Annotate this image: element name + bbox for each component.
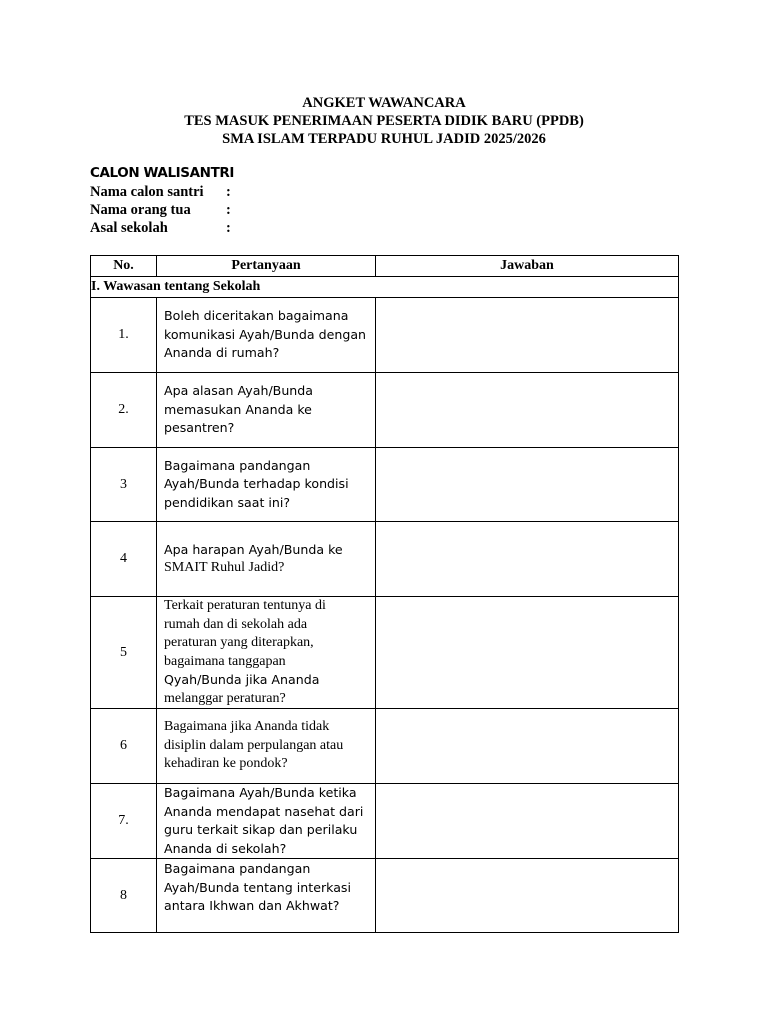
section-row <box>91 277 679 298</box>
question-line: Boleh diceritakan bagaimana <box>164 308 349 324</box>
question-line: memasukan Ananda ke <box>164 401 312 417</box>
answer-cell[interactable] <box>376 597 679 709</box>
answer-cell[interactable] <box>376 709 679 784</box>
row-number: 5 <box>91 597 157 709</box>
field-colon: : <box>226 202 231 218</box>
table-row <box>91 448 679 522</box>
question-line: disiplin dalam perpulangan atau <box>164 737 344 753</box>
question-line: Bagaimana jika Ananda tidak <box>164 719 330 735</box>
question-cell <box>157 709 376 784</box>
question-line: Ayah/Bunda terhadap kondisi <box>164 476 349 492</box>
row-number: 6 <box>91 709 157 784</box>
field-colon: : <box>226 220 231 236</box>
field-label-parent-name: Nama orang tua <box>90 202 191 218</box>
header-title: ANGKET WAWANCARA <box>302 95 466 111</box>
identity-fields <box>90 183 410 237</box>
table-row <box>91 373 679 448</box>
question-line: Bagaimana Ayah/Bunda ketika <box>164 785 357 800</box>
table-row <box>91 597 679 709</box>
interview-table <box>90 255 679 933</box>
answer-cell[interactable] <box>376 448 679 522</box>
question-line: rumah dan di sekolah ada <box>164 616 308 632</box>
question-cell <box>157 448 376 522</box>
answer-cell[interactable] <box>376 522 679 597</box>
row-number: 2. <box>91 373 157 448</box>
identity-row-student <box>90 183 410 201</box>
question-line: melanggar peraturan? <box>164 690 286 706</box>
question-line: Bagaimana pandangan <box>164 861 311 876</box>
question-line: SMAIT Ruhul Jadid? <box>164 560 285 575</box>
answer-cell[interactable] <box>376 784 679 859</box>
question-line: Terkait peraturan tentunya di <box>164 598 326 613</box>
row-number: 3 <box>91 448 157 522</box>
table-row <box>91 709 679 784</box>
field-colon: : <box>226 184 231 200</box>
identity-row-parent <box>90 201 410 219</box>
table-row <box>91 784 679 859</box>
table-header-row <box>91 256 679 277</box>
row-number: 8 <box>91 859 157 933</box>
question-line: pendidikan saat ini? <box>164 494 291 510</box>
row-number: 7. <box>91 784 157 859</box>
question-line: Ananda di sekolah? <box>164 840 287 856</box>
question-line: Ananda mendapat nasehat dari <box>164 803 364 819</box>
document-header <box>0 94 768 148</box>
identity-row-school <box>90 219 410 237</box>
question-cell <box>157 298 376 373</box>
table-row <box>91 859 679 933</box>
question-line: Ananda di rumah? <box>164 345 280 361</box>
question-cell <box>157 373 376 448</box>
question-cell <box>157 522 376 597</box>
question-line: komunikasi Ayah/Bunda dengan <box>164 326 367 342</box>
question-line: pesantren? <box>164 420 235 436</box>
question-line: antara Ikhwan dan Akhwat? <box>164 898 340 913</box>
answer-cell[interactable] <box>376 373 679 448</box>
question-line: Ayah/Bunda tentang interkasi <box>164 879 351 895</box>
column-header-no: No. <box>91 256 157 277</box>
answer-cell[interactable] <box>376 859 679 933</box>
column-header-question: Pertanyaan <box>157 256 376 277</box>
question-line: guru terkait sikap dan perilaku <box>164 822 358 837</box>
section-title: I. Wawasan tentang Sekolah <box>91 277 679 298</box>
column-header-answer: Jawaban <box>376 256 679 277</box>
header-school: SMA ISLAM TERPADU RUHUL JADID 2025/2026 <box>222 131 546 147</box>
header-subtitle: TES MASUK PENERIMAAN PESERTA DIDIK BARU (PPDB) <box>184 113 584 129</box>
question-line: Apa harapan Ayah/Bunda ke <box>164 541 343 557</box>
question-line: peraturan yang diterapkan, <box>164 635 314 650</box>
question-cell <box>157 784 376 859</box>
question-line: Qyah/Bunda jika Ananda <box>164 672 320 687</box>
answer-cell[interactable] <box>376 298 679 373</box>
table-row <box>91 298 679 373</box>
calon-walisantri-heading: CALON WALISANTRI <box>90 165 235 181</box>
table-row <box>91 522 679 597</box>
question-line: bagaimana tanggapan <box>164 653 286 669</box>
field-label-student-name: Nama calon santri <box>90 184 204 200</box>
question-cell <box>157 859 376 933</box>
row-number: 1. <box>91 298 157 373</box>
question-line: Apa alasan Ayah/Bunda <box>164 383 313 399</box>
row-number: 4 <box>91 522 157 597</box>
question-line: kehadiran ke pondok? <box>164 756 288 772</box>
question-cell <box>157 597 376 709</box>
field-label-origin-school: Asal sekolah <box>90 220 168 236</box>
question-line: Bagaimana pandangan <box>164 457 311 473</box>
